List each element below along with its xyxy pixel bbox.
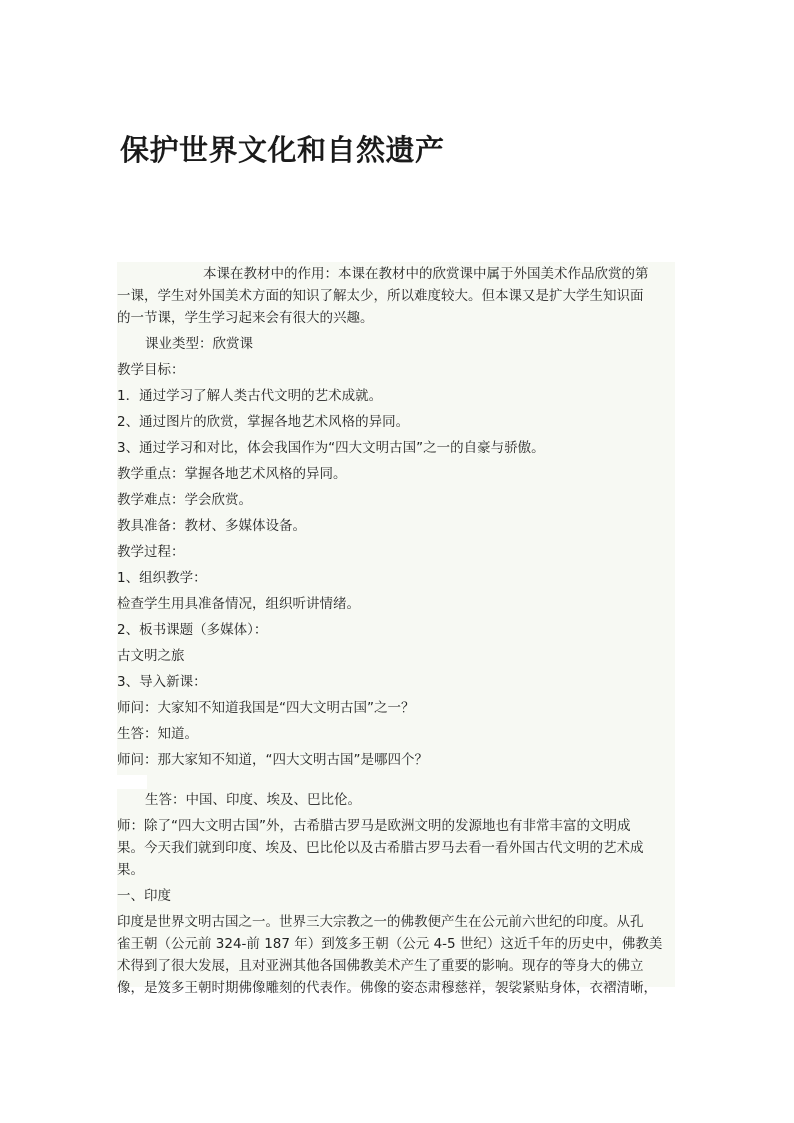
dialogue-question: 师问：那大家知不知道，“四大文明古国”是哪四个？ <box>117 752 428 768</box>
process-step: 1、组织教学： <box>117 570 207 586</box>
india-line: 雀王朝（公元前 324-前 187 年）到笈多王朝（公元 4-5 世纪）这近千年的历史中，佛教美 <box>117 936 663 952</box>
key-point: 教学重点：掌握各地艺术风格的异同。 <box>117 466 347 482</box>
objectives-heading: 教学目标： <box>117 362 185 378</box>
teacher-line: 果。 <box>117 862 144 878</box>
objective-item: 1．通过学习了解人类古代文明的艺术成就。 <box>117 388 383 404</box>
intro-line: 一课，学生对外国美术方面的知识了解太少，所以难度较大。但本课又是扩大学生知识面 <box>117 288 644 304</box>
india-line: 像，是笈多王朝时期佛像雕刻的代表作。佛像的姿态肃穆慈祥，袈裟紧贴身体，衣褶清晰， <box>117 980 657 996</box>
blank-image-placeholder <box>117 775 147 789</box>
dialogue-question: 师问：大家知不知道我国是“四大文明古国”之一？ <box>117 700 415 716</box>
process-step: 3、导入新课： <box>117 674 207 690</box>
document-body <box>117 262 675 996</box>
dialogue-answer: 生答：中国、印度、埃及、巴比伦。 <box>145 792 361 808</box>
intro-paragraph <box>117 262 675 329</box>
india-line: 术得到了很大发展，且对亚洲其他各国佛教美术产生了重要的影响。现存的等身大的佛立 <box>117 958 644 974</box>
lesson-type: 课业类型：欣赏课 <box>145 336 253 352</box>
intro-line: 本课在教材中的作用：本课在教材中的欣赏课中属于外国美术作品欣赏的第 <box>203 266 649 282</box>
dialogue-answer: 生答：知道。 <box>117 726 198 742</box>
document-title: 保护世界文化和自然遗产 <box>120 133 445 167</box>
process-step: 2、板书课题（多媒体）： <box>117 622 268 638</box>
process-heading: 教学过程： <box>117 544 185 560</box>
teacher-line: 果。今天我们就到印度、埃及、巴比伦以及古希腊古罗马去看一看外国古代文明的艺术成 <box>117 840 644 856</box>
india-paragraph <box>117 911 675 999</box>
materials: 教具准备：教材、多媒体设备。 <box>117 518 306 534</box>
section-heading: 一、印度 <box>117 888 171 904</box>
process-step-detail: 检查学生用具准备情况，组织听讲情绪。 <box>117 596 360 612</box>
objective-item: 2、通过图片的欣赏，掌握各地艺术风格的异同。 <box>117 414 410 430</box>
india-line: 印度是世界文明古国之一。世界三大宗教之一的佛教便产生在公元前六世纪的印度。从孔 <box>117 914 644 930</box>
difficulty: 教学难点：学会欣赏。 <box>117 492 252 508</box>
process-step-detail: 古文明之旅 <box>117 648 185 664</box>
teacher-line: 师：除了“四大文明古国”外，古希腊古罗马是欧洲文明的发源地也有非常丰富的文明成 <box>117 818 631 834</box>
teacher-paragraph <box>117 815 675 881</box>
objective-item: 3、通过学习和对比，体会我国作为“四大文明古国”之一的自豪与骄傲。 <box>117 440 545 456</box>
intro-line: 的一节课，学生学习起来会有很大的兴趣。 <box>117 310 374 326</box>
